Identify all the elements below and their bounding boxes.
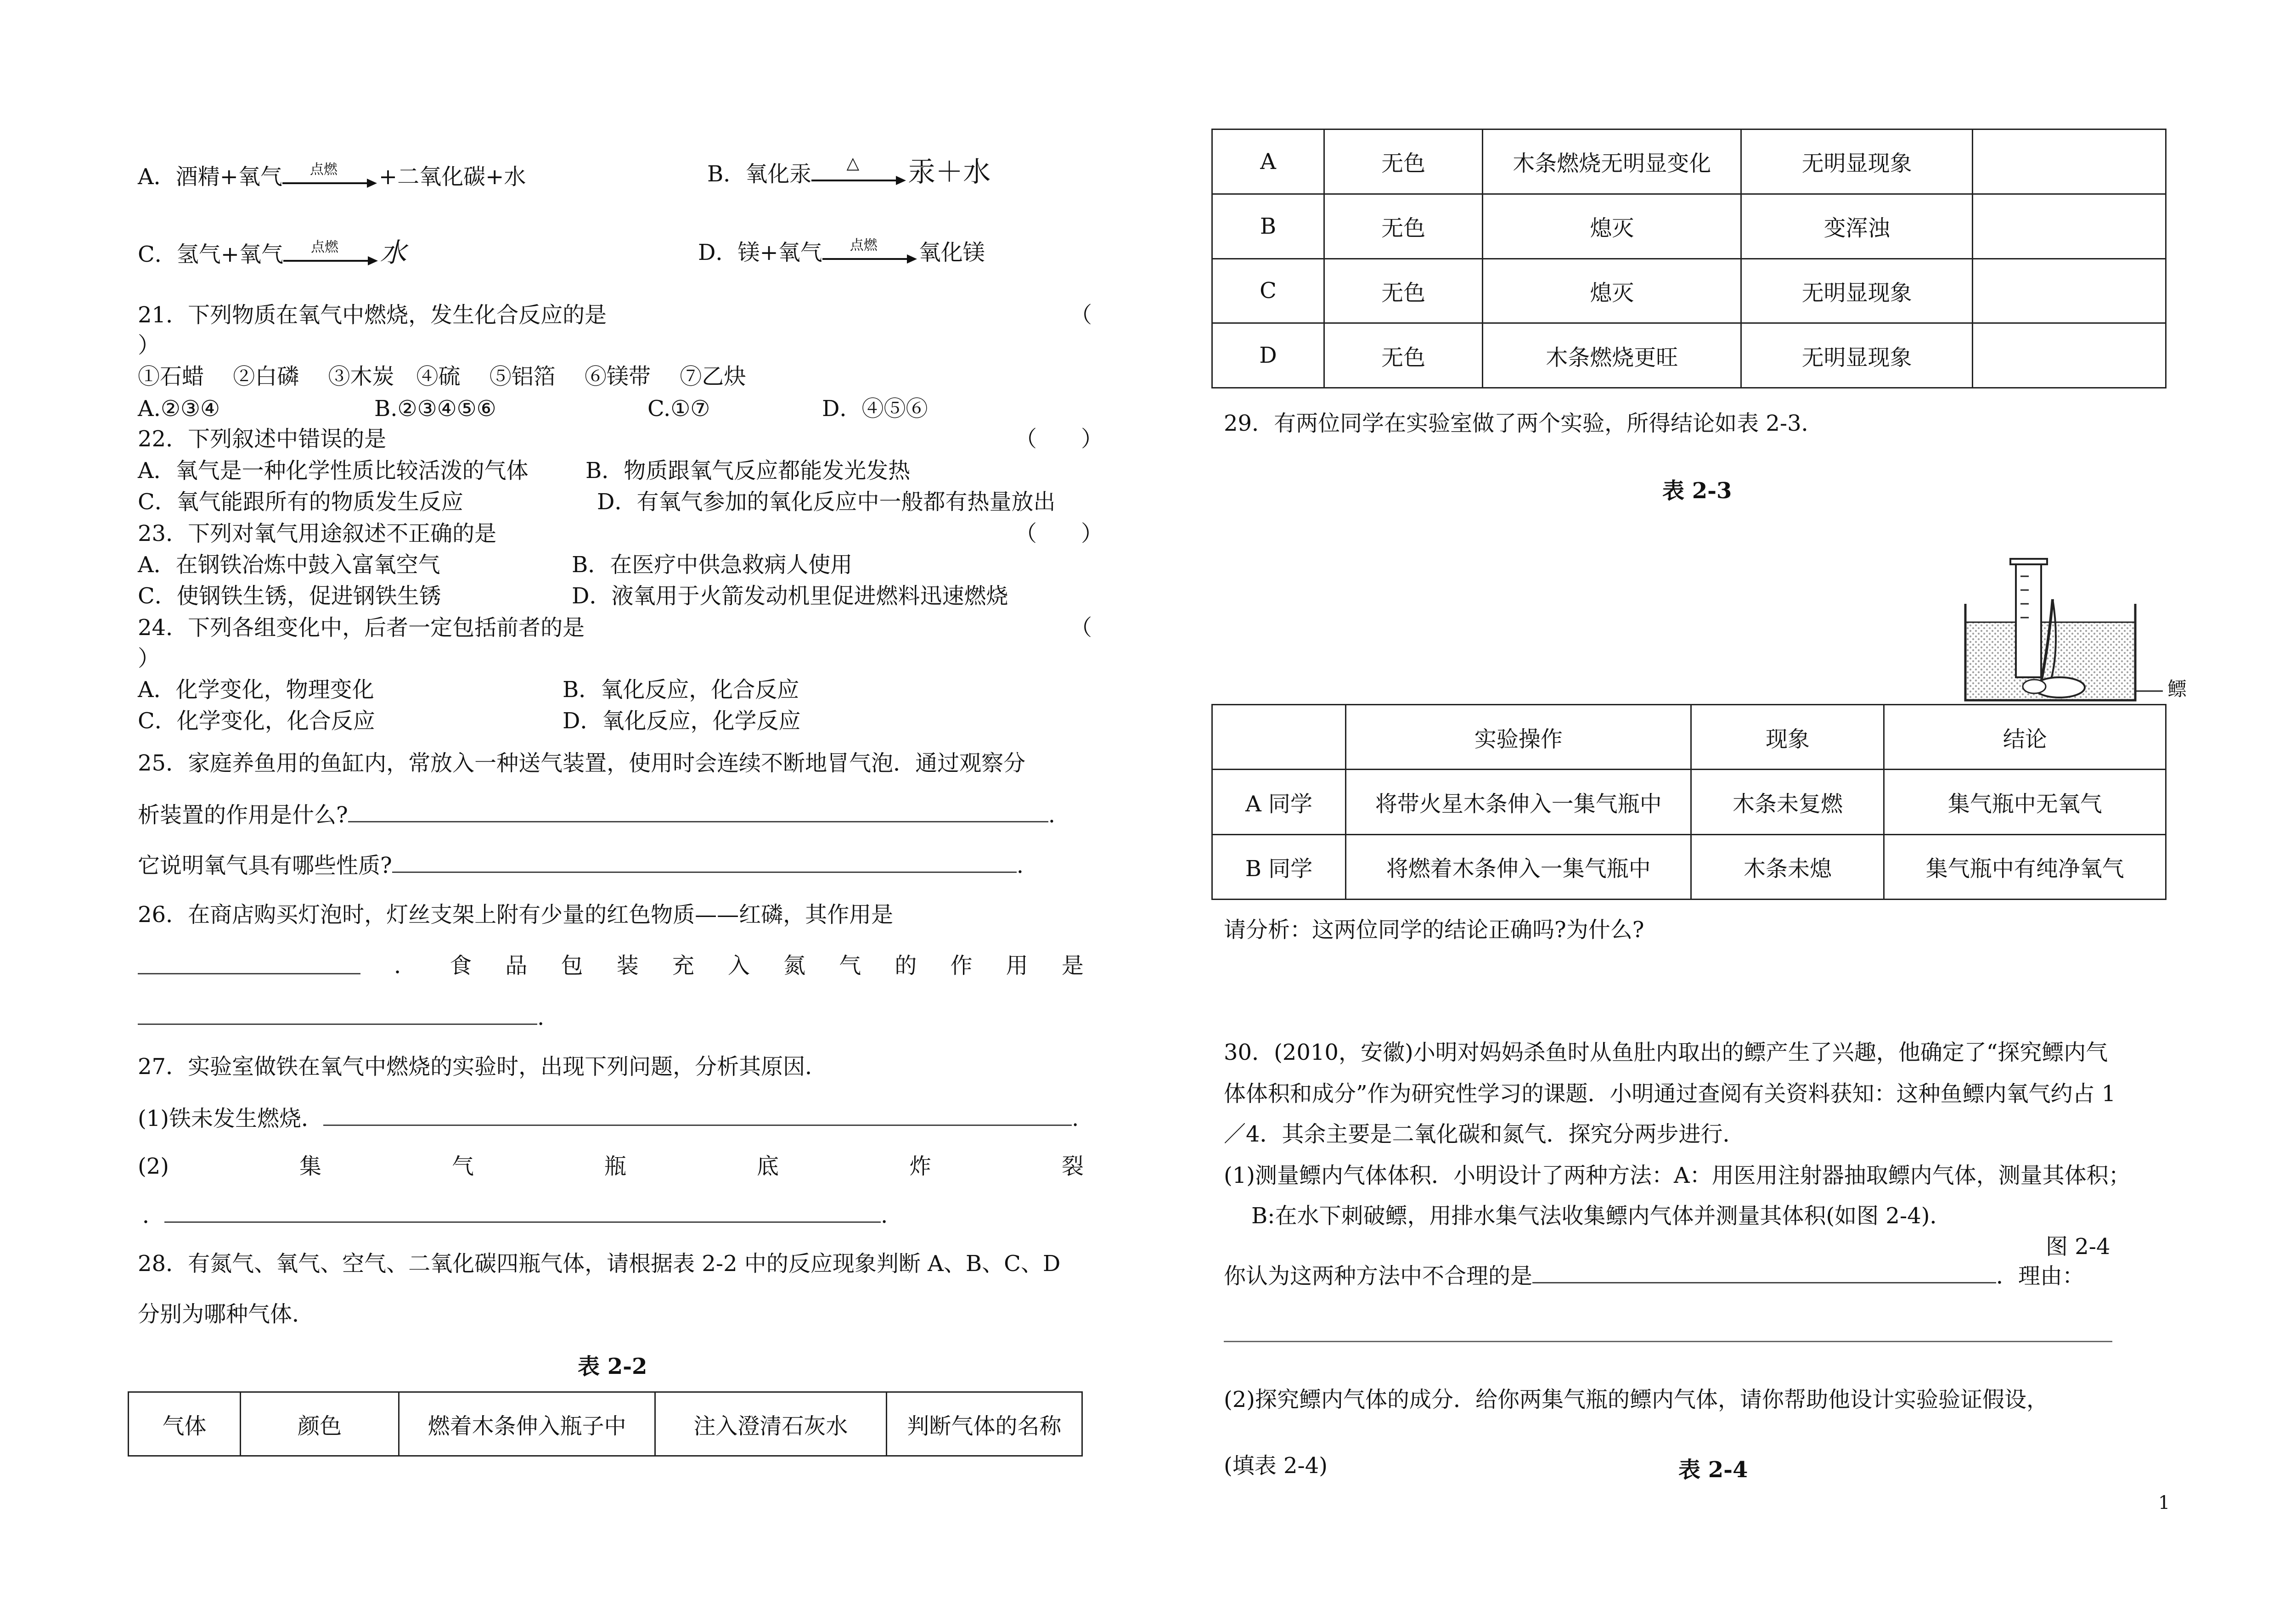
reaction-arrow: 点燃 xyxy=(283,243,380,269)
q27-part2: (2) 集 气 瓶 底 炸 裂 xyxy=(138,1153,1084,1179)
q25-answer-blank-2[interactable] xyxy=(392,850,1017,873)
table-row xyxy=(1212,194,2166,259)
q30-line5: B:在水下刺破鳔，用排水集气法收集鳔内气体并测量其体积(如图 2-4)． xyxy=(1251,1203,1952,1229)
reaction-arrow: 点燃 xyxy=(822,242,919,267)
q26-answer-blank-1[interactable] xyxy=(138,952,360,974)
q22-option-b: B．物质跟氧气反应都能发光发热 xyxy=(585,458,911,484)
cell: A 同学 xyxy=(1212,770,1346,834)
page-number: 1 xyxy=(2158,1492,2170,1513)
q29-stem: 29．有两位同学在实验室做了两个实验，所得结论如表 2-3． xyxy=(1224,411,1823,436)
q22-paren: （ ） xyxy=(1015,426,1103,452)
q30-line2: 体体积和成分”作为研究性学习的课题．小明通过查阅有关资料获知：这种鱼鳔内氧气约占 1 xyxy=(1224,1081,2116,1107)
figure-label-bladder: 鳔 xyxy=(2167,678,2187,700)
q21-paren-close: ） xyxy=(138,332,160,358)
q27-part1: (1)铁未发生燃烧． . xyxy=(138,1103,1079,1132)
cell: 木条未熄 xyxy=(1691,834,1884,899)
figure-2-4-caption: 图 2-4 xyxy=(2046,1234,2110,1260)
option-b-equation: B．氧化汞 △ 汞＋水 xyxy=(707,153,991,188)
header-conclusion: 结论 xyxy=(1884,705,2166,770)
q21-paren-open: （ xyxy=(1070,302,1092,328)
answer-cell[interactable] xyxy=(1972,194,2166,259)
table-row xyxy=(1212,323,2166,388)
cell: 木条未复燃 xyxy=(1691,770,1884,834)
q21-items: ①石蜡 ②白磷 ③木炭 ④硫 ⑤铝箔 ⑥镁带 ⑦乙炔 xyxy=(138,364,746,389)
q21-choice-b: B.②③④⑤⑥ xyxy=(374,396,496,422)
q25-line2: 析装置的作用是什么? . xyxy=(138,800,1055,829)
cell: 将带火星木条伸入一集气瓶中 xyxy=(1346,770,1691,834)
option-a-equation: A．酒精+氧气 点燃 +二氧化碳+水 xyxy=(138,163,526,191)
cell: 无明显现象 xyxy=(1741,129,1973,194)
q26-line3: . xyxy=(138,1002,544,1031)
q25-line1: 25．家庭养鱼用的鱼缸内，常放入一种送气装置，使用时会连续不断地冒气泡．通过观察分 xyxy=(138,750,1026,776)
table-2-3 xyxy=(1211,704,2167,900)
header-gas-name: 判断气体的名称 xyxy=(886,1392,1082,1456)
q22-option-d: D．有氧气参加的氧化反应中一般都有热量放出 xyxy=(597,489,1056,515)
option-d-equation: D．镁+氧气 点燃 氧化镁 xyxy=(698,239,985,267)
q28-line2: 分别为哪种气体． xyxy=(138,1301,315,1327)
header-color: 颜色 xyxy=(241,1392,399,1456)
graduated-cylinder xyxy=(2016,562,2041,677)
reaction-arrow: △ xyxy=(811,163,908,189)
table-row xyxy=(1212,259,2166,323)
answer-cell[interactable] xyxy=(1972,323,2166,388)
table-2-2-body xyxy=(1211,129,2167,388)
q27-answer-blank-2[interactable] xyxy=(164,1200,881,1223)
q21-choice-a: A.②③④ xyxy=(138,396,220,422)
reaction-arrow: 点燃 xyxy=(282,166,379,191)
header-phenomenon: 现象 xyxy=(1691,705,1884,770)
q26-line2: ． 食 品 包 装 充 入 氮 气 的 作 用 是 xyxy=(138,952,1084,979)
header-gas: 气体 xyxy=(129,1392,241,1456)
q30-line6: 你认为这两种方法中不合理的是 ．理由： xyxy=(1224,1261,2084,1290)
q27-part2-answer: ． . xyxy=(142,1200,888,1229)
q21-choice-d: D．④⑤⑥ xyxy=(822,396,928,422)
q30-line1: 30．(2010，安徽)小明对妈妈杀鱼时从鱼肚内取出的鳔产生了兴趣，他确定了“探究鳔内气 xyxy=(1224,1040,2108,1065)
table-2-4-caption: 表 2-4 xyxy=(1678,1457,1748,1483)
table-2-2-caption: 表 2-2 xyxy=(578,1354,647,1379)
q21-choice-c: C.①⑦ xyxy=(647,396,710,422)
table-2-2-header xyxy=(128,1391,1083,1457)
table-row xyxy=(1212,770,2166,834)
q24-paren-close: ） xyxy=(138,646,160,671)
q22-option-a: A．氧气是一种化学性质比较活泼的气体 xyxy=(138,458,529,484)
q27-answer-blank-1[interactable] xyxy=(323,1103,1072,1126)
q23-option-b: B．在医疗中供急救病人使用 xyxy=(572,552,853,578)
cell: 木条燃烧更旺 xyxy=(1483,323,1741,388)
cell: 无色 xyxy=(1324,323,1483,388)
q24-stem: 24．下列各组变化中，后者一定包括前者的是 xyxy=(138,615,585,641)
q30-line3: ／4．其余主要是二氧化碳和氮气．探究分两步进行． xyxy=(1224,1121,1745,1147)
q25-answer-blank-1[interactable] xyxy=(348,800,1048,822)
cell: D xyxy=(1212,323,1324,388)
header-operation: 实验操作 xyxy=(1346,705,1691,770)
cell: 木条燃烧无明显变化 xyxy=(1483,129,1741,194)
q23-option-d: D．液氧用于火箭发动机里促进燃料迅速燃烧 xyxy=(572,583,1008,609)
q25-line3: 它说明氧气具有哪些性质? . xyxy=(138,850,1024,879)
q23-paren: （ ） xyxy=(1015,521,1103,546)
q24-option-b: B．氧化反应，化合反应 xyxy=(563,677,799,703)
q22-stem: 22．下列叙述中错误的是 xyxy=(138,426,387,452)
cell: 变浑浊 xyxy=(1741,194,1973,259)
table-row xyxy=(1212,129,2166,194)
q30-answer-blank-1[interactable] xyxy=(1532,1261,1996,1283)
table-row xyxy=(1212,834,2166,899)
q28-line1: 28．有氮气、氧气、空气、二氧化碳四瓶气体，请根据表 2-2 中的反应现象判断 A、B、C、D xyxy=(138,1251,1061,1277)
cell: C xyxy=(1212,259,1324,323)
q27-line1: 27．实验室做铁在氧气中燃烧的实验时，出现下列问题，分析其原因． xyxy=(138,1054,827,1080)
q29-question: 请分析：这两位同学的结论正确吗?为什么? xyxy=(1224,917,1644,943)
q23-stem: 23．下列对氧气用途叙述不正确的是 xyxy=(138,521,497,546)
option-c-equation: C．氢气+氧气 点燃 水 xyxy=(138,237,406,268)
q24-option-d: D．氧化反应，化学反应 xyxy=(563,708,801,734)
table-2-3-caption: 表 2-3 xyxy=(1662,478,1732,504)
cell: B xyxy=(1212,194,1324,259)
q30-line7: (2)探究鳔内气体的成分．给你两集气瓶的鳔内气体，请你帮助他设计实验验证假设， xyxy=(1224,1387,2048,1412)
cell: 无色 xyxy=(1324,129,1483,194)
q24-paren-open: （ xyxy=(1070,615,1092,641)
q30-line4: (1)测量鳔内气体体积．小明设计了两种方法：A：用医用注射器抽取鳔内气体，测量其体积； xyxy=(1224,1163,2131,1188)
cell: 无明显现象 xyxy=(1741,259,1973,323)
cell: 无色 xyxy=(1324,194,1483,259)
cell: 无明显现象 xyxy=(1741,323,1973,388)
answer-cell[interactable] xyxy=(1972,259,2166,323)
q23-option-c: C．使钢铁生锈，促进钢铁生锈 xyxy=(138,583,441,609)
cell: 无色 xyxy=(1324,259,1483,323)
cell: A xyxy=(1212,129,1324,194)
q23-option-a: A．在钢铁冶炼中鼓入富氧空气 xyxy=(138,552,440,578)
q30-line8: (填表 2-4) xyxy=(1224,1453,1328,1479)
header-blank xyxy=(1212,705,1346,770)
header-burning-stick: 燃着木条伸入瓶子中 xyxy=(399,1392,655,1456)
answer-cell[interactable] xyxy=(1972,129,2166,194)
cell: 将燃着木条伸入一集气瓶中 xyxy=(1346,834,1691,899)
q22-option-c: C．氧气能跟所有的物质发生反应 xyxy=(138,489,463,515)
cell: 熄灭 xyxy=(1483,259,1741,323)
cell: B 同学 xyxy=(1212,834,1346,899)
cell: 集气瓶中有纯净氧气 xyxy=(1884,834,2166,899)
q30-answer-blank-2[interactable] xyxy=(1224,1341,2112,1342)
q24-option-c: C．化学变化，化合反应 xyxy=(138,708,375,734)
figure-2-4-apparatus xyxy=(1947,558,2296,709)
table-row xyxy=(1212,705,2166,770)
q26-line1: 26．在商店购买灯泡时，灯丝支架上附有少量的红色物质——红磷，其作用是 xyxy=(138,902,894,928)
cell: 集气瓶中无氧气 xyxy=(1884,770,2166,834)
q26-answer-blank-2[interactable] xyxy=(138,1002,537,1025)
q24-option-a: A．化学变化，物理变化 xyxy=(138,677,374,703)
header-limewater: 注入澄清石灰水 xyxy=(655,1392,887,1456)
cell: 熄灭 xyxy=(1483,194,1741,259)
q21-stem: 21．下列物质在氧气中燃烧，发生化合反应的是 xyxy=(138,302,607,328)
